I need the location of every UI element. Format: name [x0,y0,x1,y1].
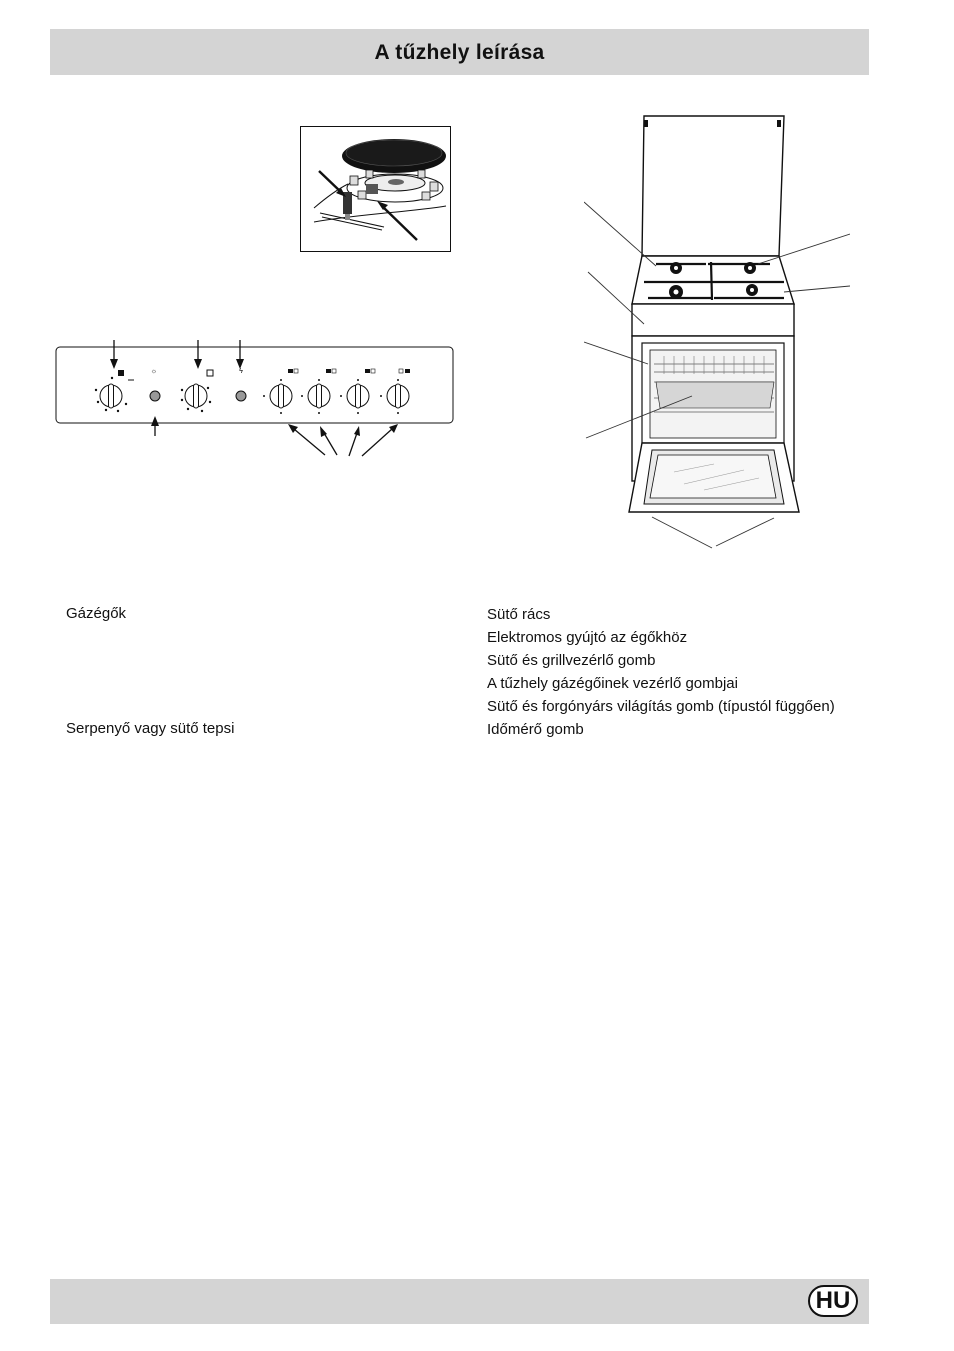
legend-item-burner-knobs: A tűzhely gázégőinek vezérlő gombjai [487,675,738,692]
page-title: A tűzhely leírása [374,41,545,64]
burner-closeup-illustration [300,126,451,252]
footer-band [50,1279,869,1324]
legend-item-oven-rack: Sütő rács [487,606,551,623]
legend-item-timer-knob: Időmérő gomb [487,721,584,738]
title-band [50,29,869,75]
legend-left [66,602,234,740]
legend-item-electric-ignition: Elektromos gyújtó az égőkhöz [487,629,688,646]
legend-item-oven-grill-knob: Sütő és grillvezérlő gomb [487,652,656,669]
legend-item-light-rotisserie-button: Sütő és forgónyárs világítás gomb (típustól függően) [487,698,835,715]
legend-item-baking-tray: Serpenyő vagy sütő tepsi [66,720,235,737]
svg-text:ϟ: ϟ [239,368,243,375]
language-badge: HU [808,1285,858,1317]
svg-text:☼: ☼ [150,368,158,375]
control-panel-illustration [54,338,456,460]
cooker-illustration [584,112,850,552]
legend-right [487,603,835,741]
legend-item-gas-burners: Gázégők [66,605,127,622]
